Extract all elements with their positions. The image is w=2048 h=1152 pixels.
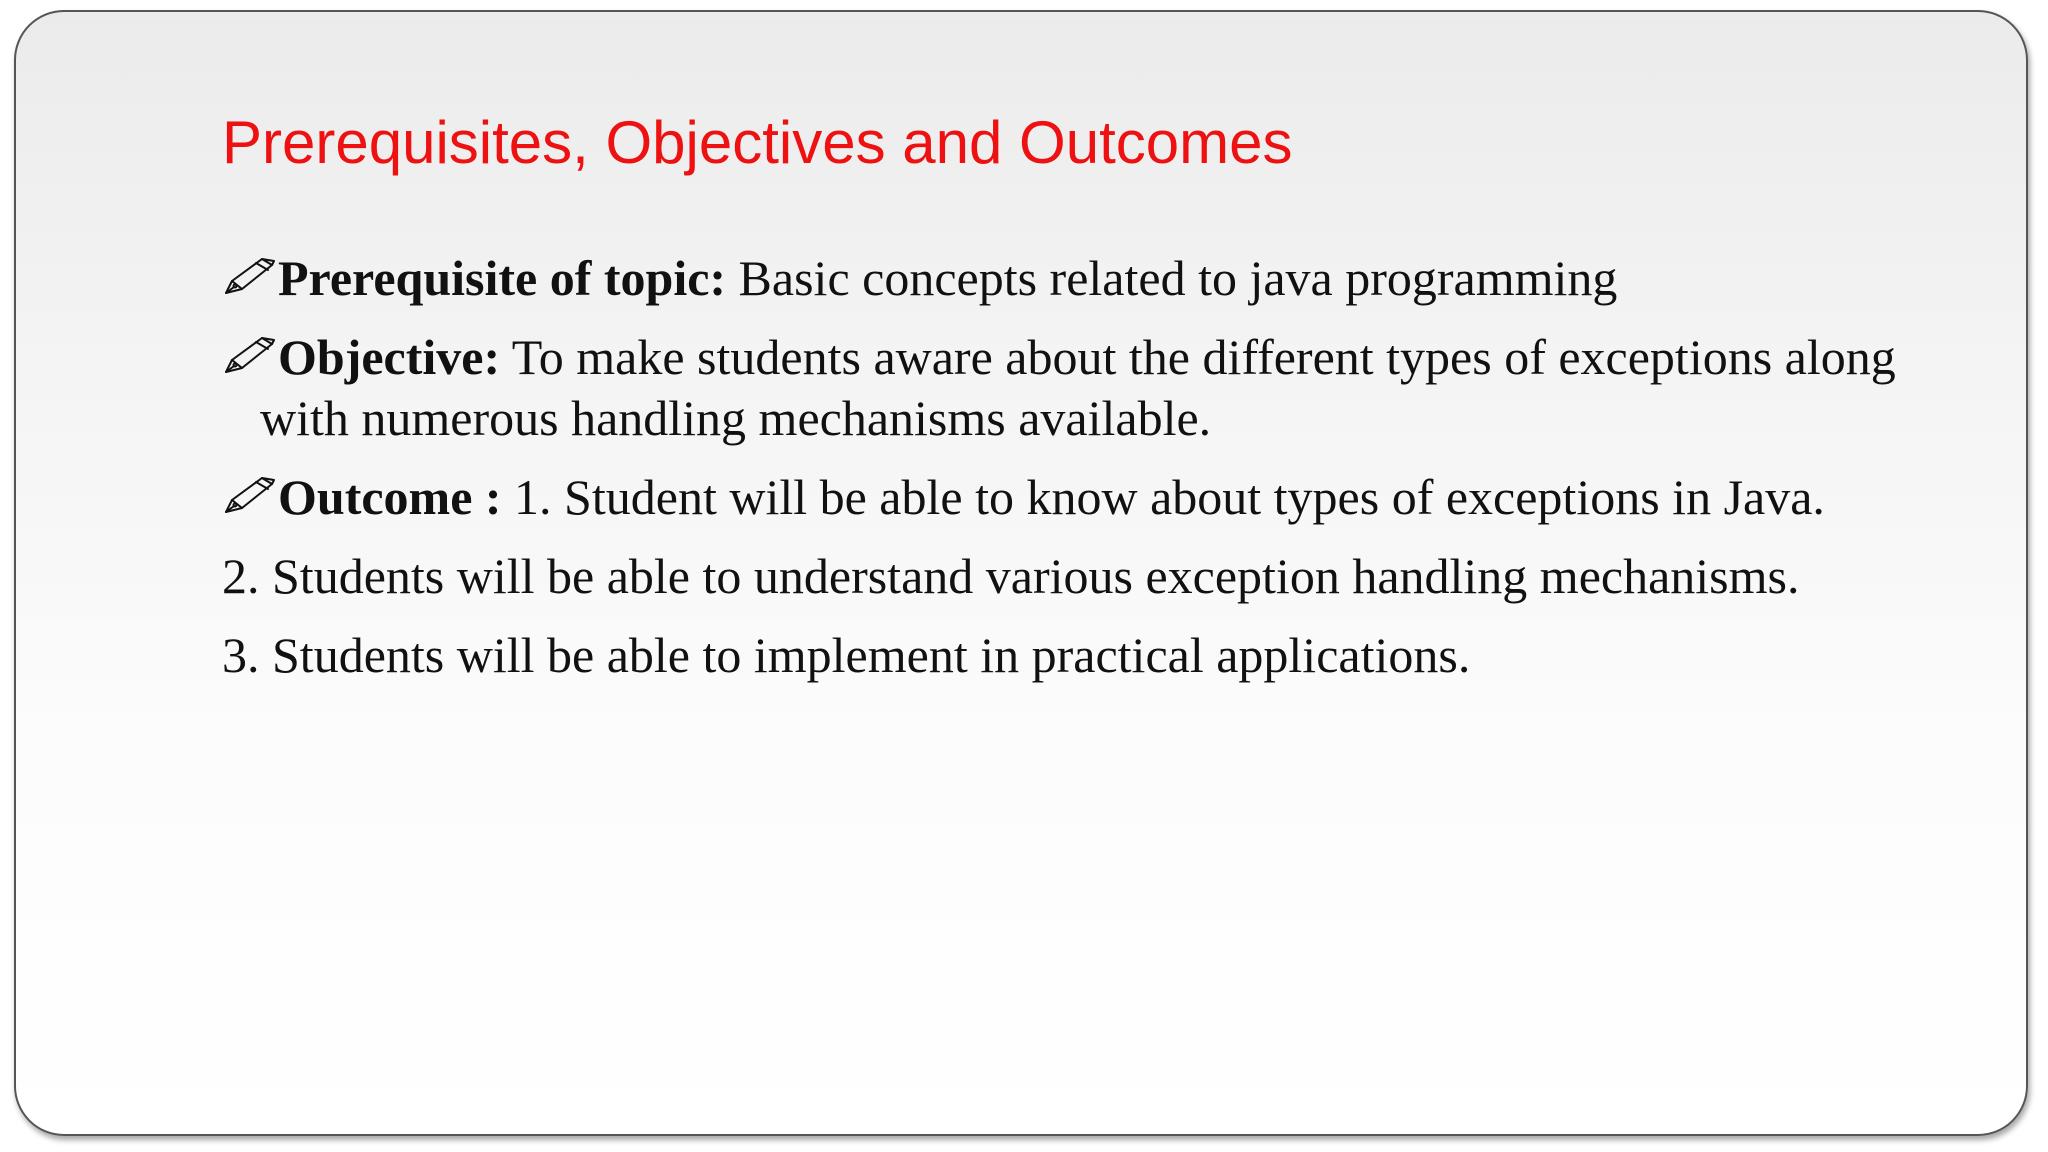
fountain-pen-icon xyxy=(222,474,278,516)
objective-text: To make students aware about the different types of exceptions along with numerous handling mechanisms available. xyxy=(260,329,1896,446)
slide-title: Prerequisites, Objectives and Outcomes xyxy=(222,109,1293,176)
slide-content xyxy=(222,248,1962,704)
objective-item xyxy=(222,327,1962,449)
prerequisite-item xyxy=(222,248,1962,309)
prerequisite-label: Prerequisite of topic: xyxy=(278,250,727,306)
fountain-pen-icon xyxy=(222,255,278,297)
outcome-2: 2. Students will be able to understand various exception handling mechanisms. xyxy=(222,548,1800,604)
outcome-label: Outcome : xyxy=(278,469,502,525)
fountain-pen-icon xyxy=(222,334,278,376)
outcome-text: 1. Student will be able to know about types of exceptions in Java. xyxy=(501,469,1825,525)
objective-label: Objective: xyxy=(278,329,501,385)
prerequisite-text: Basic concepts related to java programming xyxy=(726,250,1618,306)
outcome-3: 3. Students will be able to implement in practical applications. xyxy=(222,627,1471,683)
outcome-item xyxy=(222,467,1962,528)
